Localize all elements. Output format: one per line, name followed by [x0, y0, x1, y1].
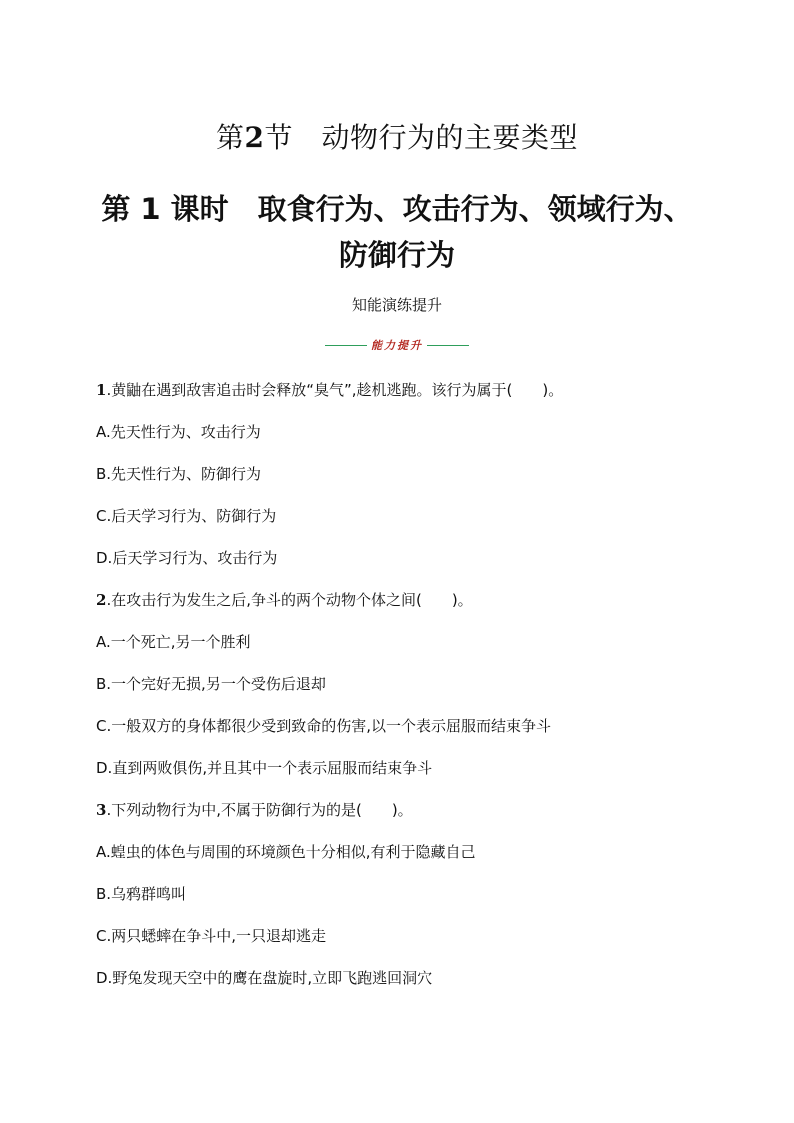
option-b: B.先天性行为、防御行为 — [96, 465, 262, 483]
lesson-title-line-1: 第 1 课时 取食行为、攻击行为、领域行为、 — [101, 192, 693, 226]
section-prefix: 第 — [215, 121, 245, 154]
question-number: 1 — [96, 381, 107, 399]
option-d: D.直到两败俱伤,并且其中一个表示屈服而结束争斗 — [96, 759, 433, 777]
option-c: C.两只蟋蟀在争斗中,一只退却逃走 — [96, 927, 327, 945]
option-d: D.后天学习行为、攻击行为 — [96, 549, 278, 567]
question-stem — [96, 588, 716, 630]
section-title — [0, 116, 794, 156]
option-d: D.野兔发现天空中的鹰在盘旋时,立即飞跑逃回洞穴 — [96, 969, 433, 987]
subtitle: 知能演练提升 — [351, 296, 442, 314]
divider-line-left — [325, 345, 367, 346]
section-divider — [325, 337, 469, 353]
question-2 — [96, 588, 716, 798]
question-stem — [96, 378, 716, 420]
question-1 — [96, 378, 716, 588]
question-3 — [96, 798, 716, 1008]
question-text: .黄鼬在遇到敌害追击时会释放“臭气”,趁机逃跑。该行为属于( )。 — [106, 381, 564, 399]
question-text: .下列动物行为中,不属于防御行为的是( )。 — [106, 801, 413, 819]
section-number: 2 — [244, 121, 265, 154]
question-text: .在攻击行为发生之后,争斗的两个动物个体之间( )。 — [106, 591, 473, 609]
option-c: C.后天学习行为、防御行为 — [96, 507, 277, 525]
option-a: A.先天性行为、攻击行为 — [96, 423, 261, 441]
question-stem — [96, 798, 716, 840]
option-b: B.乌鸦群鸣叫 — [96, 885, 187, 903]
divider-line-right — [427, 345, 469, 346]
divider-label: 能力提升 — [371, 339, 423, 352]
question-list — [96, 378, 716, 1008]
option-a: A.一个死亡,另一个胜利 — [96, 633, 251, 651]
question-number: 2 — [96, 591, 107, 609]
lesson-title-line-2: 防御行为 — [338, 238, 455, 272]
section-name: 节 动物行为的主要类型 — [264, 121, 578, 154]
question-number: 3 — [96, 801, 107, 819]
option-b: B.一个完好无损,另一个受伤后退却 — [96, 675, 326, 693]
lesson-title — [90, 186, 704, 278]
option-c: C.一般双方的身体都很少受到致命的伤害,以一个表示屈服而结束争斗 — [96, 717, 552, 735]
option-a: A.蝗虫的体色与周围的环境颜色十分相似,有利于隐藏自己 — [96, 843, 476, 861]
